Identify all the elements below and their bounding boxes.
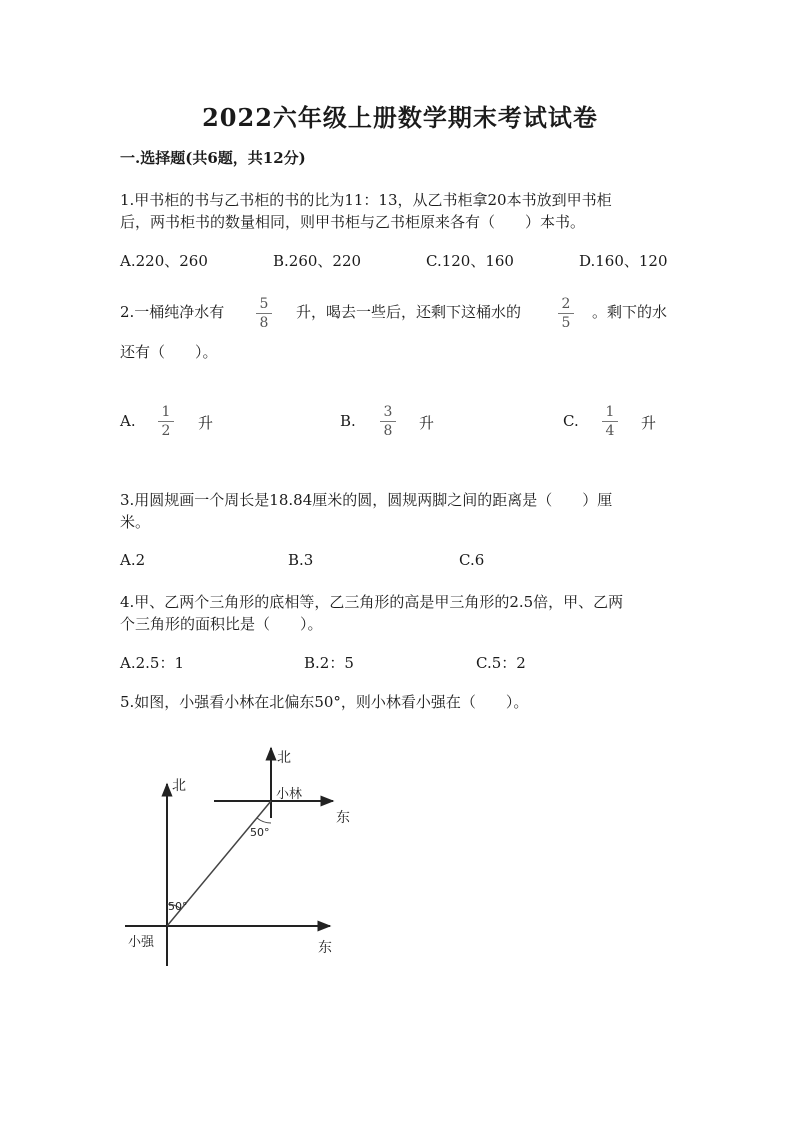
question-2-option-c-unit: 升	[641, 414, 657, 432]
label-north-xiaoqiang: 北	[172, 778, 186, 794]
fraction-numerator: 2	[561, 296, 571, 312]
question-4-option-a[interactable]: A.2.5：1	[120, 654, 184, 672]
question-4-option-c[interactable]: C.5：2	[476, 654, 526, 672]
question-1-line-1: 1.甲书柜的书与乙书柜的书的比为11：13，从乙书柜拿20本书放到甲书柜	[120, 191, 612, 209]
fraction-numerator: 1	[605, 404, 615, 420]
question-1-line-2: 后，两书柜书的数量相同，则甲书柜与乙书柜原来各有（ ）本书。	[120, 213, 586, 231]
question-2-option-a-unit: 升	[198, 414, 214, 432]
question-2-option-b-unit: 升	[419, 414, 435, 432]
question-2-option-a-label[interactable]: A.	[120, 412, 136, 430]
fraction-denominator: 8	[383, 423, 393, 439]
question-3-option-b[interactable]: B.3	[288, 551, 314, 569]
fraction-numerator: 3	[383, 404, 393, 420]
question-4-line-2: 个三角形的面积比是（ ）。	[120, 615, 323, 633]
question-1-option-d[interactable]: D.160、120	[579, 252, 668, 270]
question-2-text-part-3: 。剩下的水	[592, 303, 668, 321]
label-angle-xiaoqiang: 50°	[168, 900, 188, 913]
question-1-option-c[interactable]: C.120、160	[426, 252, 514, 270]
question-2-line-2: 还有（ ）。	[120, 343, 218, 361]
question-4-option-b[interactable]: B.2：5	[304, 654, 354, 672]
fraction-denominator: 4	[605, 423, 615, 439]
question-2-text-part-1: 2.一桶纯净水有	[120, 303, 225, 321]
section-heading: 一.选择题(共6题，共12分)	[120, 149, 306, 167]
fraction-numerator: 5	[259, 296, 269, 312]
label-east-xiaoqiang: 东	[318, 940, 332, 956]
question-4-line-1: 4.甲、乙两个三角形的底相等，乙三角形的高是甲三角形的2.5倍，甲、乙两	[120, 593, 624, 611]
fraction-denominator: 2	[161, 423, 171, 439]
question-1-option-a[interactable]: A.220、260	[120, 252, 208, 270]
question-2-text-part-2: 升，喝去一些后，还剩下这桶水的	[296, 303, 522, 321]
question-3-line-2: 米。	[120, 513, 151, 531]
question-3-line-1: 3.用圆规画一个周长是18.84厘米的圆，圆规两脚之间的距离是（ ）厘	[120, 491, 613, 509]
label-xiaolin: 小林	[276, 787, 303, 802]
question-1-option-b[interactable]: B.260、220	[273, 252, 362, 270]
question-2-option-c-label[interactable]: C.	[563, 412, 579, 430]
page-title: 2022六年级上册数学期末考试试卷	[202, 103, 598, 132]
label-east-xiaolin: 东	[336, 810, 350, 826]
label-north-xiaolin: 北	[277, 750, 291, 766]
question-5-line-1: 5.如图，小强看小林在北偏东50°，则小林看小强在（ ）。	[120, 693, 529, 711]
fraction-denominator: 8	[259, 315, 269, 331]
question-3-option-a[interactable]: A.2	[120, 551, 146, 569]
angle-arc-xiaolin	[257, 818, 271, 823]
label-angle-xiaolin: 50°	[250, 826, 270, 839]
label-xiaoqiang: 小强	[128, 935, 155, 950]
fraction-denominator: 5	[561, 315, 571, 331]
question-2-option-b-label[interactable]: B.	[340, 412, 356, 430]
fraction-numerator: 1	[161, 404, 171, 420]
question-3-option-c[interactable]: C.6	[459, 551, 485, 569]
